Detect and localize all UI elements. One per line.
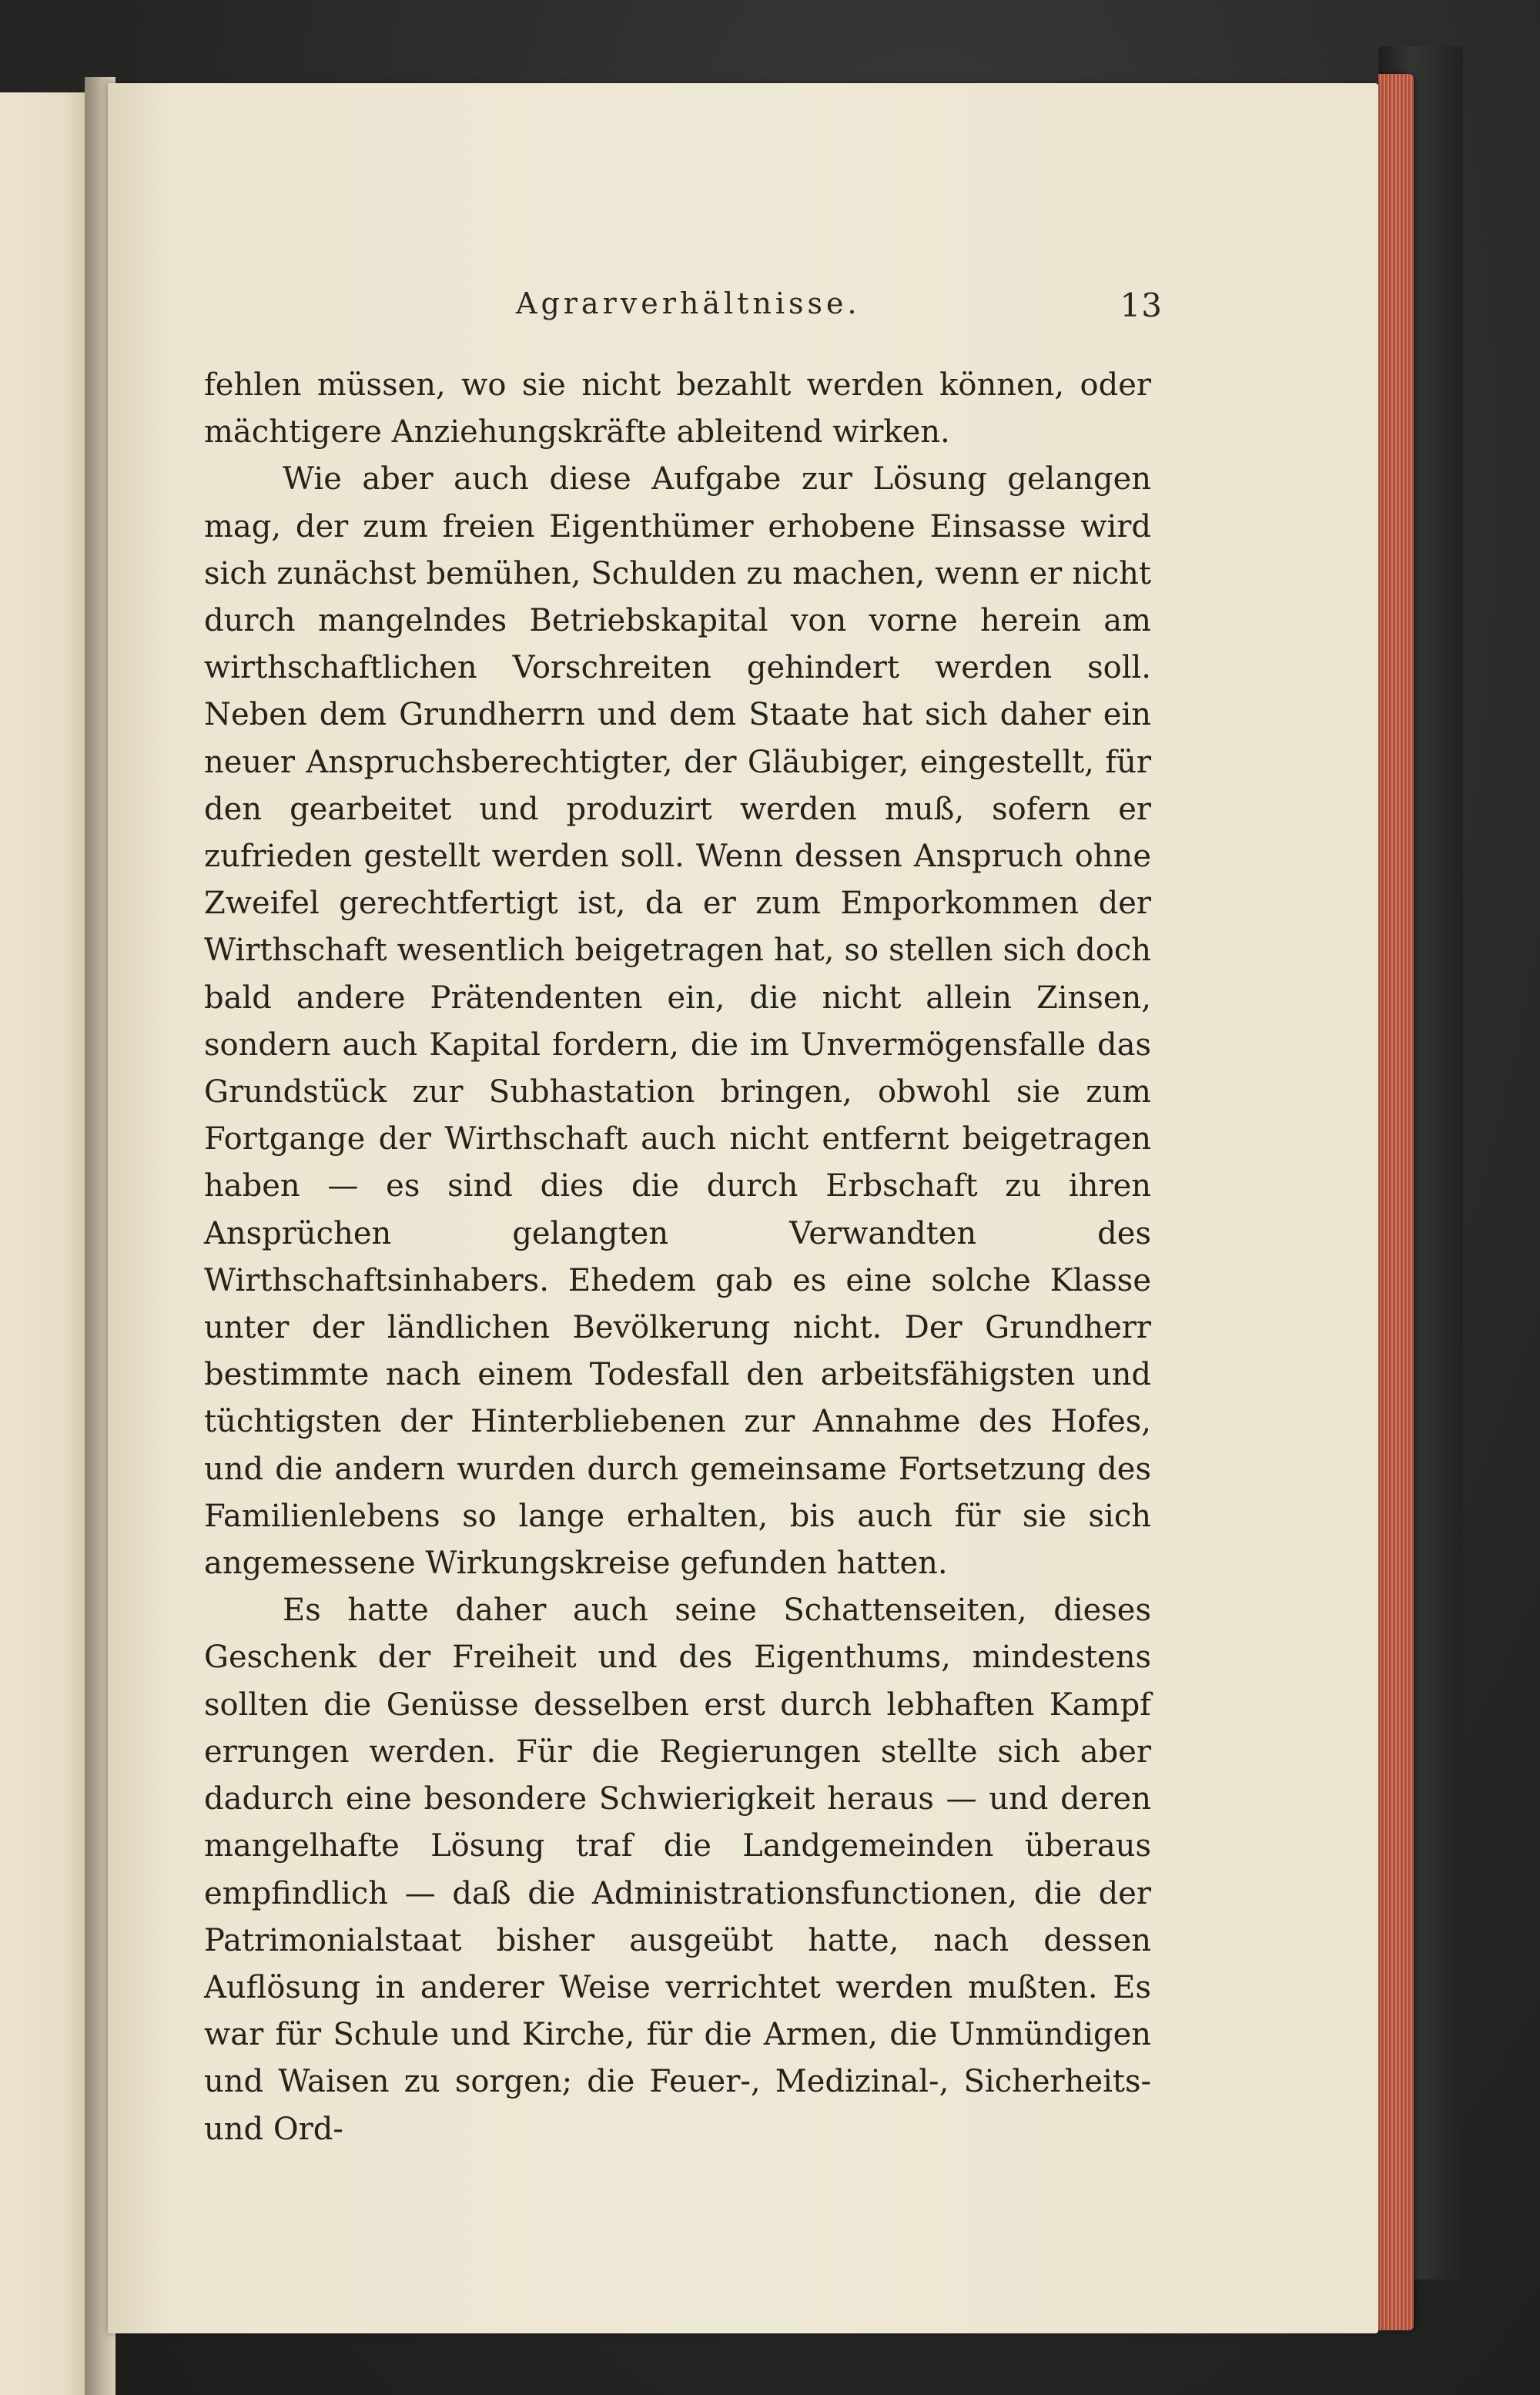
running-title: Agrarverhältnisse. — [516, 286, 861, 320]
paragraph: fehlen müssen, wo sie nicht bezahlt werden können, oder mächtigere Anziehungskräfte ableitend wirken. — [204, 367, 1151, 451]
page-edges — [1378, 74, 1414, 2330]
running-header — [516, 286, 1163, 333]
paragraph: Es hatte daher auch seine Schattenseiten, dieses Geschenk der Freiheit und des Eigenthums, mindestens sollten die Genüsse desselben erst durch lebhaften Kampf errungen werden. Für die Regierungen stellte sich aber dadurch eine besondere Schwierigkeit heraus — und deren mangelhafte Lösung traf die Landgemeinden überaus empfindlich — daß die Administrationsfunctionen, die der Patrimonialstaat bisher ausgeübt hatte, nach dessen Auflösung in anderer Weise verrichtet werden mußten. Es war für Schule und Kirche, für die Armen, die Unmündigen und Waisen zu sorgen; die Feuer-, Medizinal-, Sicherheits- und Ord- — [204, 1593, 1151, 2147]
paragraph: Wie aber auch diese Aufgabe zur Lösung gelangen mag, der zum freien Eigenthümer erhobene Einsasse wird sich zunächst bemühen, Schulden zu machen, wenn er nicht durch mangelndes Betriebskapital von vorne herein am wirthschaftlichen Vorschreiten gehindert werden soll. Neben dem Grundherrn und dem Staate hat sich daher ein neuer Anspruchsberechtigter, der Gläubiger, eingestellt, für den gearbeitet und produzirt werden muß, sofern er zufrieden gestellt werden soll. Wenn dessen Anspruch ohne Zweifel gerechtfertigt ist, da er zum Emporkommen der Wirthschaft wesentlich beigetragen hat, so stellen sich doch bald andere Prätendenten ein, die nicht allein Zinsen, sondern auch Kapital fordern, die im Unvermögensfalle das Grundstück zur Subhastation bringen, obwohl sie zum Fortgange der Wirthschaft auch nicht entfernt beigetragen haben — es sind dies die durch Erbschaft zu ihren Ansprüchen gelangten Verwandten des Wirthschaftsinhabers. Ehedem gab es eine solche Klasse unter der ländlichen Bevölkerung nicht. Der Grundherr bestimmte nach einem Todesfall den arbeitsfähigsten und tüchtigsten der Hinterbliebenen zur Annahme des Hofes, und die andern wurden durch gemeinsame Fortsetzung des Familienlebens so lange erhalten, bis auch für sie sich angemessene Wirkungskreise gefunden hatten. — [204, 461, 1151, 1582]
page-number: 13 — [1120, 286, 1163, 324]
previous-page-edge — [0, 92, 91, 2395]
body-text — [204, 362, 1151, 2164]
